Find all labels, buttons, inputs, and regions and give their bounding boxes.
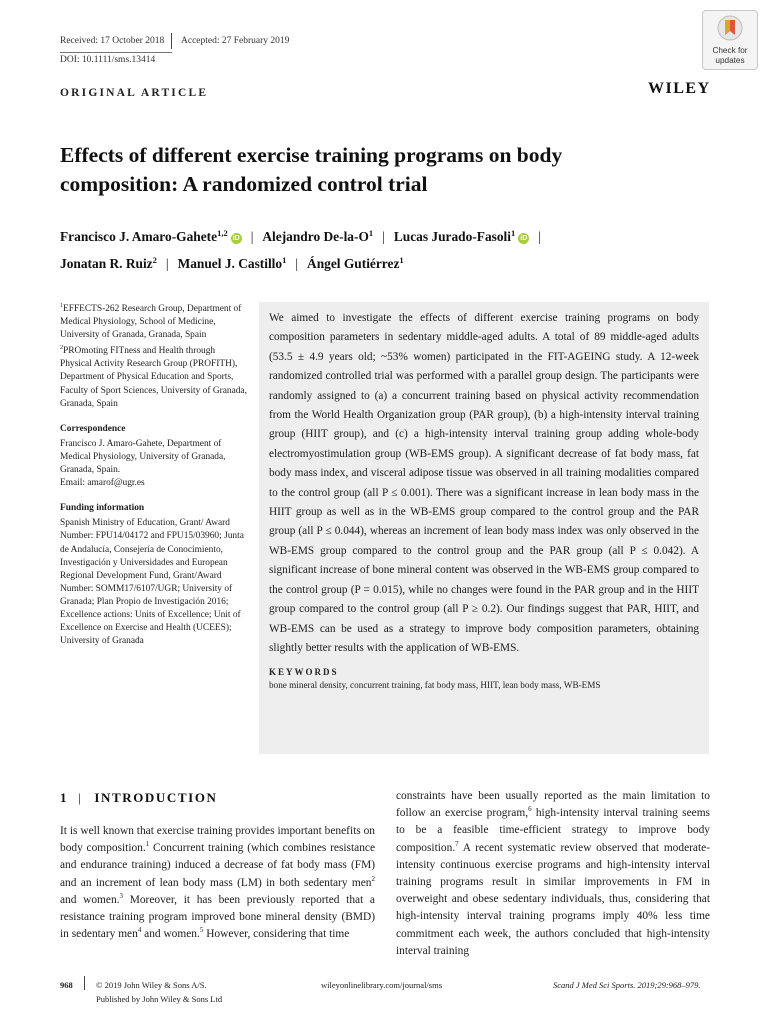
copyright: © 2019 John Wiley & Sons A/S.	[96, 980, 207, 990]
correspondence-text: Francisco J. Amaro-Gahete, Department of Medical Physiology, University of Granada, Granada, Spain.	[60, 438, 226, 476]
header-rule	[60, 52, 172, 53]
orcid-icon[interactable]: iD	[232, 235, 240, 242]
citation-ref[interactable]: 5	[199, 926, 204, 935]
section-heading-introduction: 1 | INTRODUCTION	[60, 790, 218, 805]
author[interactable]: Manuel J. Castillo$^1$	[177, 255, 287, 271]
received-date: Received: 17 October 2018	[60, 36, 165, 46]
publisher-line: Published by John Wiley & Sons Ltd	[96, 994, 223, 1004]
check-badge-line2: updates	[715, 55, 745, 65]
funding-heading: Funding information	[60, 503, 145, 514]
author[interactable]: Francisco J. Amaro-Gahete$^{1,2}$iD	[60, 228, 240, 244]
funding-text: Spanish Ministry of Education, Grant/ Award Number: FPU14/04172 and FPU15/03960; Junta de Andalucía, Consejería de Conocimiento, Investigación y Universidades and European Regional Development Fund, Grant/Award Number: SOMM17/6107/UGR; University of Granada; Plan Propio de Investigación 2016; Excellence actions: Units of Excellence; Unit of Excellence on Exercise and Health (UCEES); University of Granada	[60, 518, 244, 647]
keywords-heading: KEYWORDS	[269, 667, 339, 678]
citation-ref[interactable]: 6	[528, 805, 532, 814]
article-type: ORIGINAL ARTICLE	[60, 87, 209, 99]
citation-ref[interactable]: 2	[371, 874, 375, 883]
citation-ref[interactable]: 3	[119, 891, 124, 900]
body-text-right-column: constraints have been usually reported as the main limitation to follow an exercise program,$^6$ high-intensity interval training seems to be a feasible time-efficient strategy to improve body composition.$^7$ A recent systematic review observed that moderate-intensity continuous exercise programs and high-intensity interval training programs result in similar improvements in FM in overweight and obese sedentary individuals, thus, considering that high-intensity interval training programs imply 40% less time commitment each week, the authors concluded that high-intensity interval training	[396, 790, 710, 957]
check-badge-line1: Check for	[712, 46, 748, 55]
correspondence-email[interactable]: Email: amarof@ugr.es	[60, 478, 145, 489]
correspondence-heading: Correspondence	[60, 423, 126, 434]
header-divider	[171, 33, 172, 49]
affiliations-sidebar	[60, 303, 248, 651]
accepted-date: Accepted: 27 February 2019	[181, 36, 290, 46]
author[interactable]: Jonatan R. Ruiz$^2$	[60, 255, 157, 271]
author[interactable]: Ángel Gutiérrez$^1$	[307, 255, 404, 271]
author[interactable]: Alejandro $De-la-O^1$	[262, 228, 374, 244]
footer-divider	[84, 976, 85, 990]
doi[interactable]: DOI: 10.1111/sms.13414	[60, 55, 156, 65]
citation-ref[interactable]: 1	[145, 840, 150, 849]
affiliation-1: $^1$EFFECTS-262 Research Group, Department of Medical Physiology, School of Medicine, University of Granada, Granada, Spain	[60, 303, 242, 341]
author-list: Francisco J. Amaro-Gahete$^{1,2}$iD | Alejandro $De-la-O^1$ | Lucas Jurado-Fasoli$^1$iD | Jonatan R. Ruiz$^2$ | Manuel J. Castillo$^1$ | Ángel Gutiérrez$^1$	[60, 228, 541, 271]
citation: Scand J Med Sci Sports. 2019;29:968–979.	[553, 980, 701, 990]
keywords-list: bone mineral density, concurrent training, fat body mass, HIIT, lean body mass, WB-EMS	[269, 680, 601, 691]
bookmark-ribbon-icon	[717, 15, 743, 41]
page-footer	[0, 976, 768, 1016]
abstract-text: We aimed to investigate the effects of different exercise training programs on body composition parameters in sedentary middle-aged adults. A total of 89 middle-aged adults (53.5 ± 4.9 years old; ~53% women) participated in the FIT-AGEING study. A 12-week randomized controlled trial was performed with a parallel group design. The participants were randomly assigned to (a) a concurrent training based on physical activity recommendation from the World Health Organization group (PAR group), (b) a high-intensity interval training group (HIIT group), and (c) a high-intensity interval training group adding whole-body electromyostimulation group (WB-EMS group). A significant decrease of fat body mass, fat body mass index, and visceral adipose tissue was observed in all training modalities compared to the control group (all P ≤ 0.001). There was a significant increase in lean body mass in the HIIT group as well as in the WB-EMS group compared to the control group and the PAR group (all P ≤ 0.044), whereas an increment of lean body mass index was only observed in the WB-EMS group compared to the control group and the PAR group (all P ≤ 0.042). A significant increase of bone mineral content was observed in the WB-EMS group compared to the control group (P = 0.015), while no changes were found in the PAR group and in the HIIT group compared to the control group (all P ≥ 0.2). Our findings suggest that PAR, HIIT, and WB-EMS can be used as a strategy to improve body composition parameters, obtaining slightly better results with the application of WB-EMS.	[269, 312, 699, 654]
journal-url[interactable]: wileyonlinelibrary.com/journal/sms	[321, 980, 443, 990]
check-for-updates-button[interactable]	[702, 10, 758, 70]
citation-ref[interactable]: 7	[455, 839, 459, 848]
author[interactable]: Lucas Jurado-Fasoli$^1$iD	[393, 228, 528, 244]
page-number: 968	[60, 980, 73, 990]
citation-ref[interactable]: 4	[137, 926, 142, 935]
article-title: Effects of different exercise training programs on body composition: A randomized control trial	[60, 143, 563, 196]
orcid-icon[interactable]: iD	[520, 235, 528, 242]
body-text-left-column: It is well known that exercise training provides important benefits on body composition.$^1$ Concurrent training (which combines resistance and endurance training) induced a decrease of fat body mass (FM) and an increment of lean body mass (LM) in both sedentary men$^2$ and women.$^3$ Moreover, it has been previously reported that a resistance training program improved bone mineral density (BMD) in sedentary men$^4$ and women.$^5$ However, considering that time	[60, 825, 375, 941]
affiliation-2: $^2$PROmoting FITness and Health through Physical Activity Research Group (PROFITH), Department of Physical Education and Sports, Faculty of Sport Sciences, University of Granada, Granada, Spain	[60, 345, 247, 409]
abstract-box	[259, 302, 709, 754]
publisher-logo: WILEY	[648, 80, 711, 97]
